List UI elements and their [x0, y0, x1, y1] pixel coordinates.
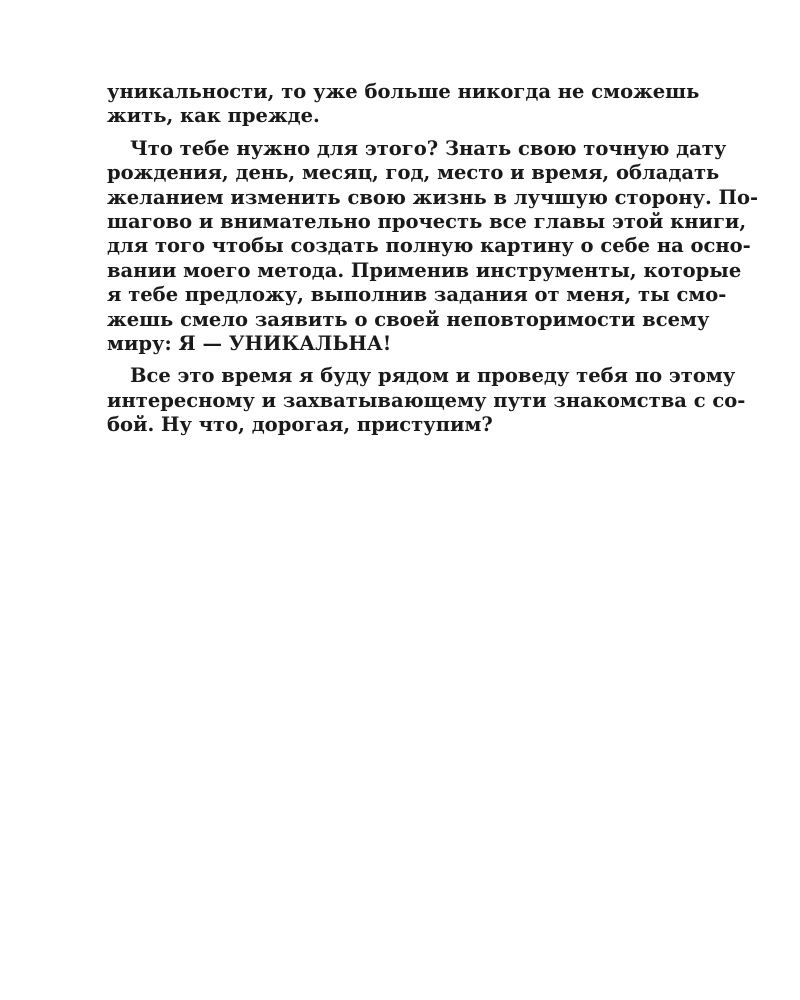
text-line: жить, как прежде.: [107, 104, 320, 128]
book-page: [107, 80, 759, 445]
text-line: желанием изменить свою жизнь в лучшую сторону. По-: [107, 185, 759, 209]
text-line: я тебе предложу, выполнив задания от меня, ты смо-: [107, 283, 727, 307]
text-line: для того чтобы создать полную картину о себе на осно-: [107, 234, 751, 258]
paragraph-3: [107, 364, 746, 437]
text-line: бой. Ну что, дорогая, приступим?: [107, 413, 493, 437]
text-line: Все это время я буду рядом и проведу тебя по этому: [130, 364, 736, 388]
text-line: шагово и внимательно прочесть все главы этой книги,: [107, 209, 747, 233]
paragraph-1: [107, 80, 700, 129]
text-line: Что тебе нужно для этого? Знать свою точную дату: [130, 136, 727, 160]
text-line: жешь смело заявить о своей неповторимости всему: [107, 307, 710, 331]
text-line-prefix: миру:: [107, 331, 179, 355]
text-line: интересному и захватывающему пути знакомства с со-: [107, 388, 746, 412]
text-line: уникальности, то уже больше никогда не сможешь: [107, 80, 700, 103]
text-line: [107, 332, 667, 356]
emphasis-text: Я — УНИКАЛЬНА!: [178, 331, 392, 355]
text-line: вании моего метода. Применив инструменты, которые: [107, 258, 742, 282]
text-line: рождения, день, месяц, год, место и время, обладать: [107, 161, 720, 185]
paragraph-2: [107, 136, 759, 357]
